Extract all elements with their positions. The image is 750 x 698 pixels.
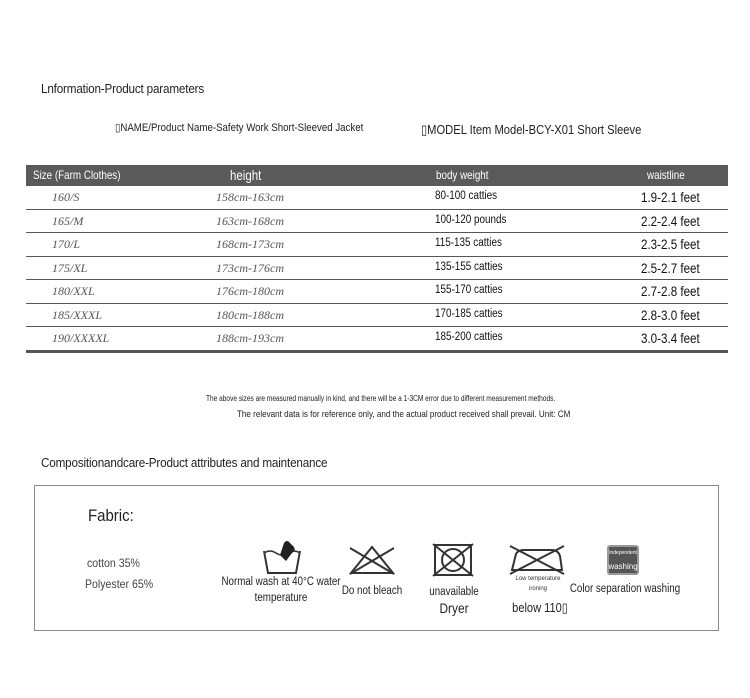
table-row [26,327,728,353]
reference-note: The relevant data is for reference only, and the actual product received shall prevail. Unit: CM [237,409,571,420]
cell-size: 170/L [52,237,81,251]
product-model: ▯MODEL Item Model-BCY-X01 Short Sleeve [421,122,642,137]
cell-waist: 2.7-2.8 feet [641,284,700,299]
cell-waist: 1.9-2.1 feet [641,190,700,205]
header-height: height [230,167,262,183]
separation-label: Color separation washing [569,583,681,595]
fabric-polyester: Polyester 65% [85,577,154,591]
cell-weight: 170-185 catties [435,307,503,320]
care-box [34,485,719,631]
size-table [26,165,728,353]
cell-height: 158cm-163cm [216,190,284,204]
iron-small-1: Low temperature [515,576,561,582]
header-waistline: waistline [647,168,685,182]
header-size: Size (Farm Clothes) [33,168,121,182]
cell-weight: 80-100 catties [435,190,498,202]
table-row [26,257,728,281]
header-weight: body weight [436,168,489,182]
wash-label-line2: temperature [254,592,308,604]
cell-height: 180cm-188cm [216,307,284,322]
care-title: Compositionandcare-Product attributes and maintenance [41,455,328,470]
cell-waist: 2.3-2.5 feet [641,237,700,252]
cell-size: 190/XXXXL [52,331,110,345]
hand-wash-icon [260,539,304,577]
table-row [26,304,728,328]
dryer-label-line1: unavailable [429,586,479,598]
iron-label: below 110▯ [512,600,568,615]
table-header [26,165,728,186]
separate-wash-icon-small: Independent [609,550,637,556]
measurement-note: The above sizes are measured manually in kind, and there will be a 1-3CM error due to different measurement methods. [206,394,556,403]
cell-waist: 3.0-3.4 feet [641,331,700,346]
table-row [26,280,728,304]
cell-height: 188cm-193cm [216,331,284,345]
no-bleach-icon [347,544,397,576]
table-row [26,233,728,257]
cell-weight: 115-135 catties [435,237,502,249]
cell-weight: 100-120 pounds [435,213,507,226]
bleach-label: Do not bleach [341,585,403,597]
no-tumble-dry-icon [431,542,475,578]
fabric-title: Fabric: [88,506,134,525]
table-row [26,186,728,210]
cell-size: 165/M [52,213,84,228]
cell-waist: 2.8-3.0 feet [641,307,700,323]
wash-label-line1: Normal wash at 40°C water [221,576,341,588]
cell-waist: 2.5-2.7 feet [641,260,700,276]
cell-weight: 155-170 catties [435,284,503,296]
cell-size: 175/XL [52,260,88,275]
iron-icon [508,544,566,576]
separate-wash-icon-text: washing [608,562,638,571]
iron-small-2: ironing [529,586,548,592]
product-name: ▯NAME/Product Name-Safety Work Short-Sleeved Jacket [115,122,364,134]
dryer-label-line2: Dryer [439,600,469,616]
cell-size: 160/S [52,190,80,204]
cell-height: 173cm-176cm [216,260,284,275]
table-row [26,210,728,234]
cell-weight: 135-155 catties [435,260,503,273]
fabric-cotton: cotton 35% [87,556,140,570]
cell-height: 168cm-173cm [216,237,284,251]
cell-size: 185/XXXL [52,307,102,322]
separate-wash-icon [607,545,639,575]
cell-weight: 185-200 catties [435,331,503,343]
cell-height: 176cm-180cm [216,284,284,298]
parameters-title: Lnformation-Product parameters [41,81,205,96]
cell-waist: 2.2-2.4 feet [641,213,700,229]
cell-height: 163cm-168cm [216,213,284,228]
cell-size: 180/XXL [52,284,95,298]
